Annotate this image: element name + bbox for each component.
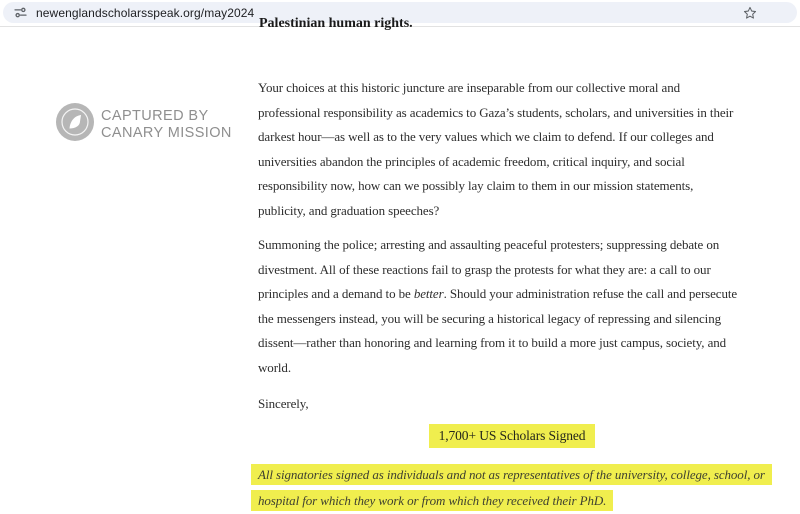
paragraph-2 [258, 233, 778, 380]
text-line: professional responsibility as academics to Gaza’s students, scholars, and universities in their [258, 104, 734, 120]
text-line: world. [258, 359, 291, 375]
bookmark-star-icon[interactable] [743, 6, 757, 20]
text-line: responsibility now, how can we possibly lay claim to them in our mission statements, [258, 178, 694, 193]
letter-body [258, 76, 778, 514]
text-segment: principles and a demand to be [258, 286, 414, 301]
canary-mission-watermark [56, 103, 232, 146]
text-segment: . Should your administration refuse the call and persecute [443, 286, 738, 301]
italic-word: better [413, 286, 444, 301]
text-line: the messengers instead, you will be securing a historical legacy of repressing and silencing [258, 310, 721, 326]
signoff: Sincerely, [258, 396, 309, 411]
page-content [0, 16, 800, 514]
text-line: dissent—rather than honoring and learning from it to build a more just campus, society, and [258, 335, 727, 350]
text-line: publicity, and graduation speeches? [258, 202, 440, 218]
paragraph-1 [258, 76, 778, 223]
text-line: universities abandon the principles of academic freedom, critical inquiry, and social [258, 153, 685, 169]
site-settings-icon[interactable] [13, 5, 28, 20]
canary-bird-badge-icon [56, 103, 94, 146]
watermark-text [101, 108, 232, 141]
clipped-heading-line: Palestinian human rights. [259, 16, 413, 31]
text-line: divestment. All of these reactions fail to grasp the protests for what they are: a call to our [258, 261, 711, 277]
text-line: Your choices at this historic juncture are inseparable from our collective moral and [258, 80, 681, 95]
watermark-line-2: CANARY MISSION [101, 124, 232, 141]
text-line: Summoning the police; arresting and assaulting peaceful protesters; suppressing debate on [258, 237, 720, 252]
signed-count-badge: 1,700+ US Scholars Signed [429, 424, 596, 448]
disclaimer-line-2: hospital for which they work or from which they received their PhD. [251, 490, 613, 511]
text-line: darkest hour—as well as to the very values which we claim to defend. If our colleges and [258, 129, 714, 144]
watermark-line-1: CAPTURED BY [101, 108, 209, 124]
disclaimer-line-1: All signatories signed as individuals and not as representatives of the university, college, school, or [251, 464, 772, 485]
signed-count-row [258, 424, 766, 448]
disclaimer [251, 462, 778, 514]
url-text[interactable]: newenglandscholarsspeak.org/may2024 [36, 5, 255, 20]
text-line [258, 282, 778, 307]
